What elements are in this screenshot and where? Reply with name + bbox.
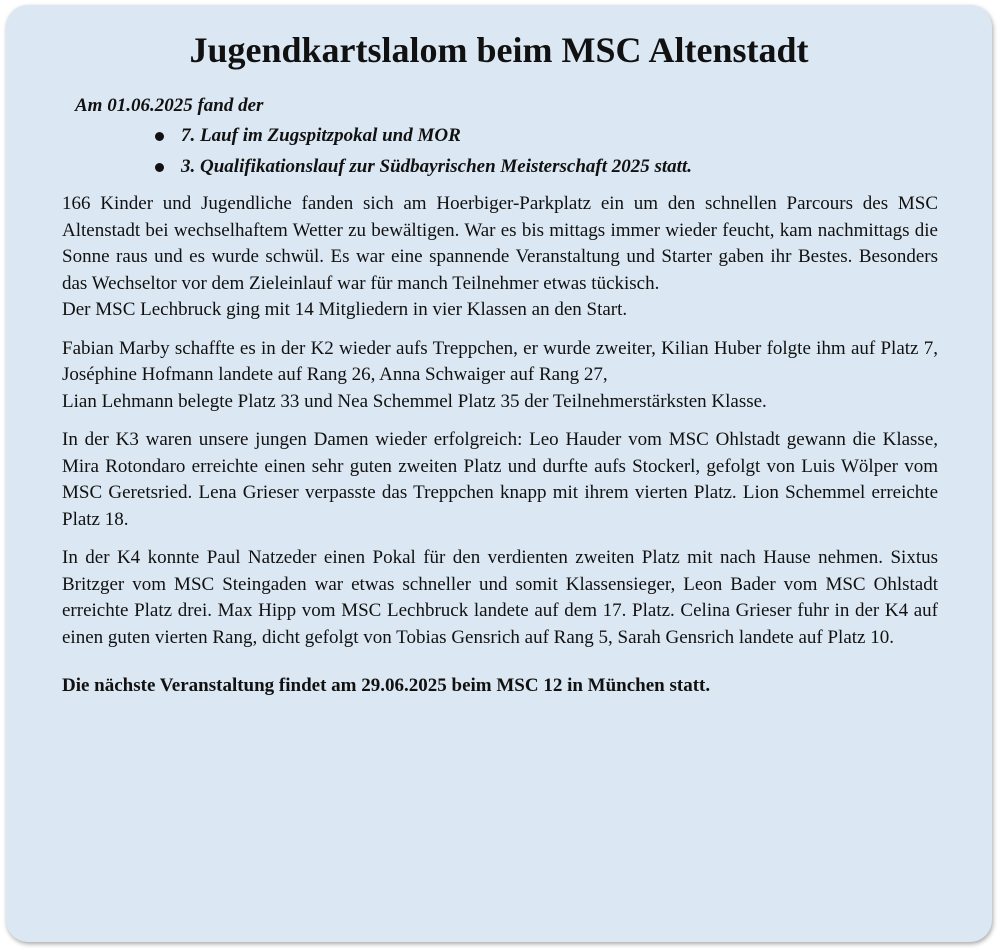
- closing-announcement: Die nächste Veranstaltung findet am 29.06.2025 beim MSC 12 in München statt.: [62, 675, 711, 696]
- bullet-item: [155, 124, 692, 148]
- article-title: Jugendkartslalom beim MSC Altenstadt: [189, 30, 809, 70]
- intro-line: Am 01.06.2025 fand der: [75, 95, 264, 116]
- article-body: [62, 191, 938, 712]
- bullet-text: 7. Lauf im Zugspitzpokal und MOR: [181, 125, 461, 146]
- paragraph-k4-results: In der K4 konnte Paul Natzeder einen Pokal für den verdienten zweiten Platz mit nach Hause nehmen. Sixtus Britzger vom MSC Steingaden war etwas schneller und somit Klassensieger, Leon Bader vom MSC Ohlstadt erreichte Platz drei. Max Hipp vom MSC Lechbruck landete auf dem 17. Platz. Celina Grieser fuhr in der K4 auf einen guten vierten Rang, dicht gefolgt von Tobias Gensrich auf Rang 5, Sarah Gensrich landete auf Platz 10.: [62, 547, 938, 648]
- bullet-item: [155, 155, 692, 179]
- bullet-text: 3. Qualifikationslauf zur Südbayrischen Meisterschaft 2025 statt.: [181, 156, 692, 177]
- paragraph-club-participation: Der MSC Lechbruck ging mit 14 Mitgliedern in vier Klassen an den Start.: [62, 299, 628, 320]
- paragraph-k2-results-cont: Lian Lehmann belegte Platz 33 und Nea Schemmel Platz 35 der Teilnehmerstärksten Klasse.: [62, 390, 767, 412]
- paragraph-k3-results: In der K3 waren unsere jungen Damen wieder erfolgreich: Leo Hauder vom MSC Ohlstadt gewann die Klasse, Mira Rotondaro erreichte einen sehr guten zweiten Platz und durfte aufs Stockerl, gefolgt von Luis Wölper vom MSC Geretsried. Lena Grieser verpasste das Treppchen knapp mit ihrem vierten Platz. Lion Schemmel erreichte Platz 18.: [62, 429, 938, 530]
- paragraph-k2-results: Fabian Marby schaffte es in der K2 wieder aufs Treppchen, er wurde zweiter, Kilian Huber folgte ihm auf Platz 7, Joséphine Hofmann landete auf Rang 26, Anna Schwaiger auf Rang 27,: [62, 337, 938, 385]
- paragraph-intro-report: 166 Kinder und Jugendliche fanden sich am Hoerbiger-Parkplatz ein um den schnellen Parcours des MSC Altenstadt bei wechselhaftem Wetter zu bewältigen. War es bis mittags immer wieder feucht, kam nachmittags die Sonne raus und es wurde schwül. Es war eine spannende Veranstaltung und Starter gaben ihr Bestes. Besonders das Wechseltor vor dem Zieleinlauf war für manch Teilnehmer etwas tückisch.: [62, 193, 938, 294]
- bullet-dot-icon: [155, 163, 164, 172]
- bullet-dot-icon: [155, 132, 164, 141]
- event-bullet-list: [155, 124, 692, 186]
